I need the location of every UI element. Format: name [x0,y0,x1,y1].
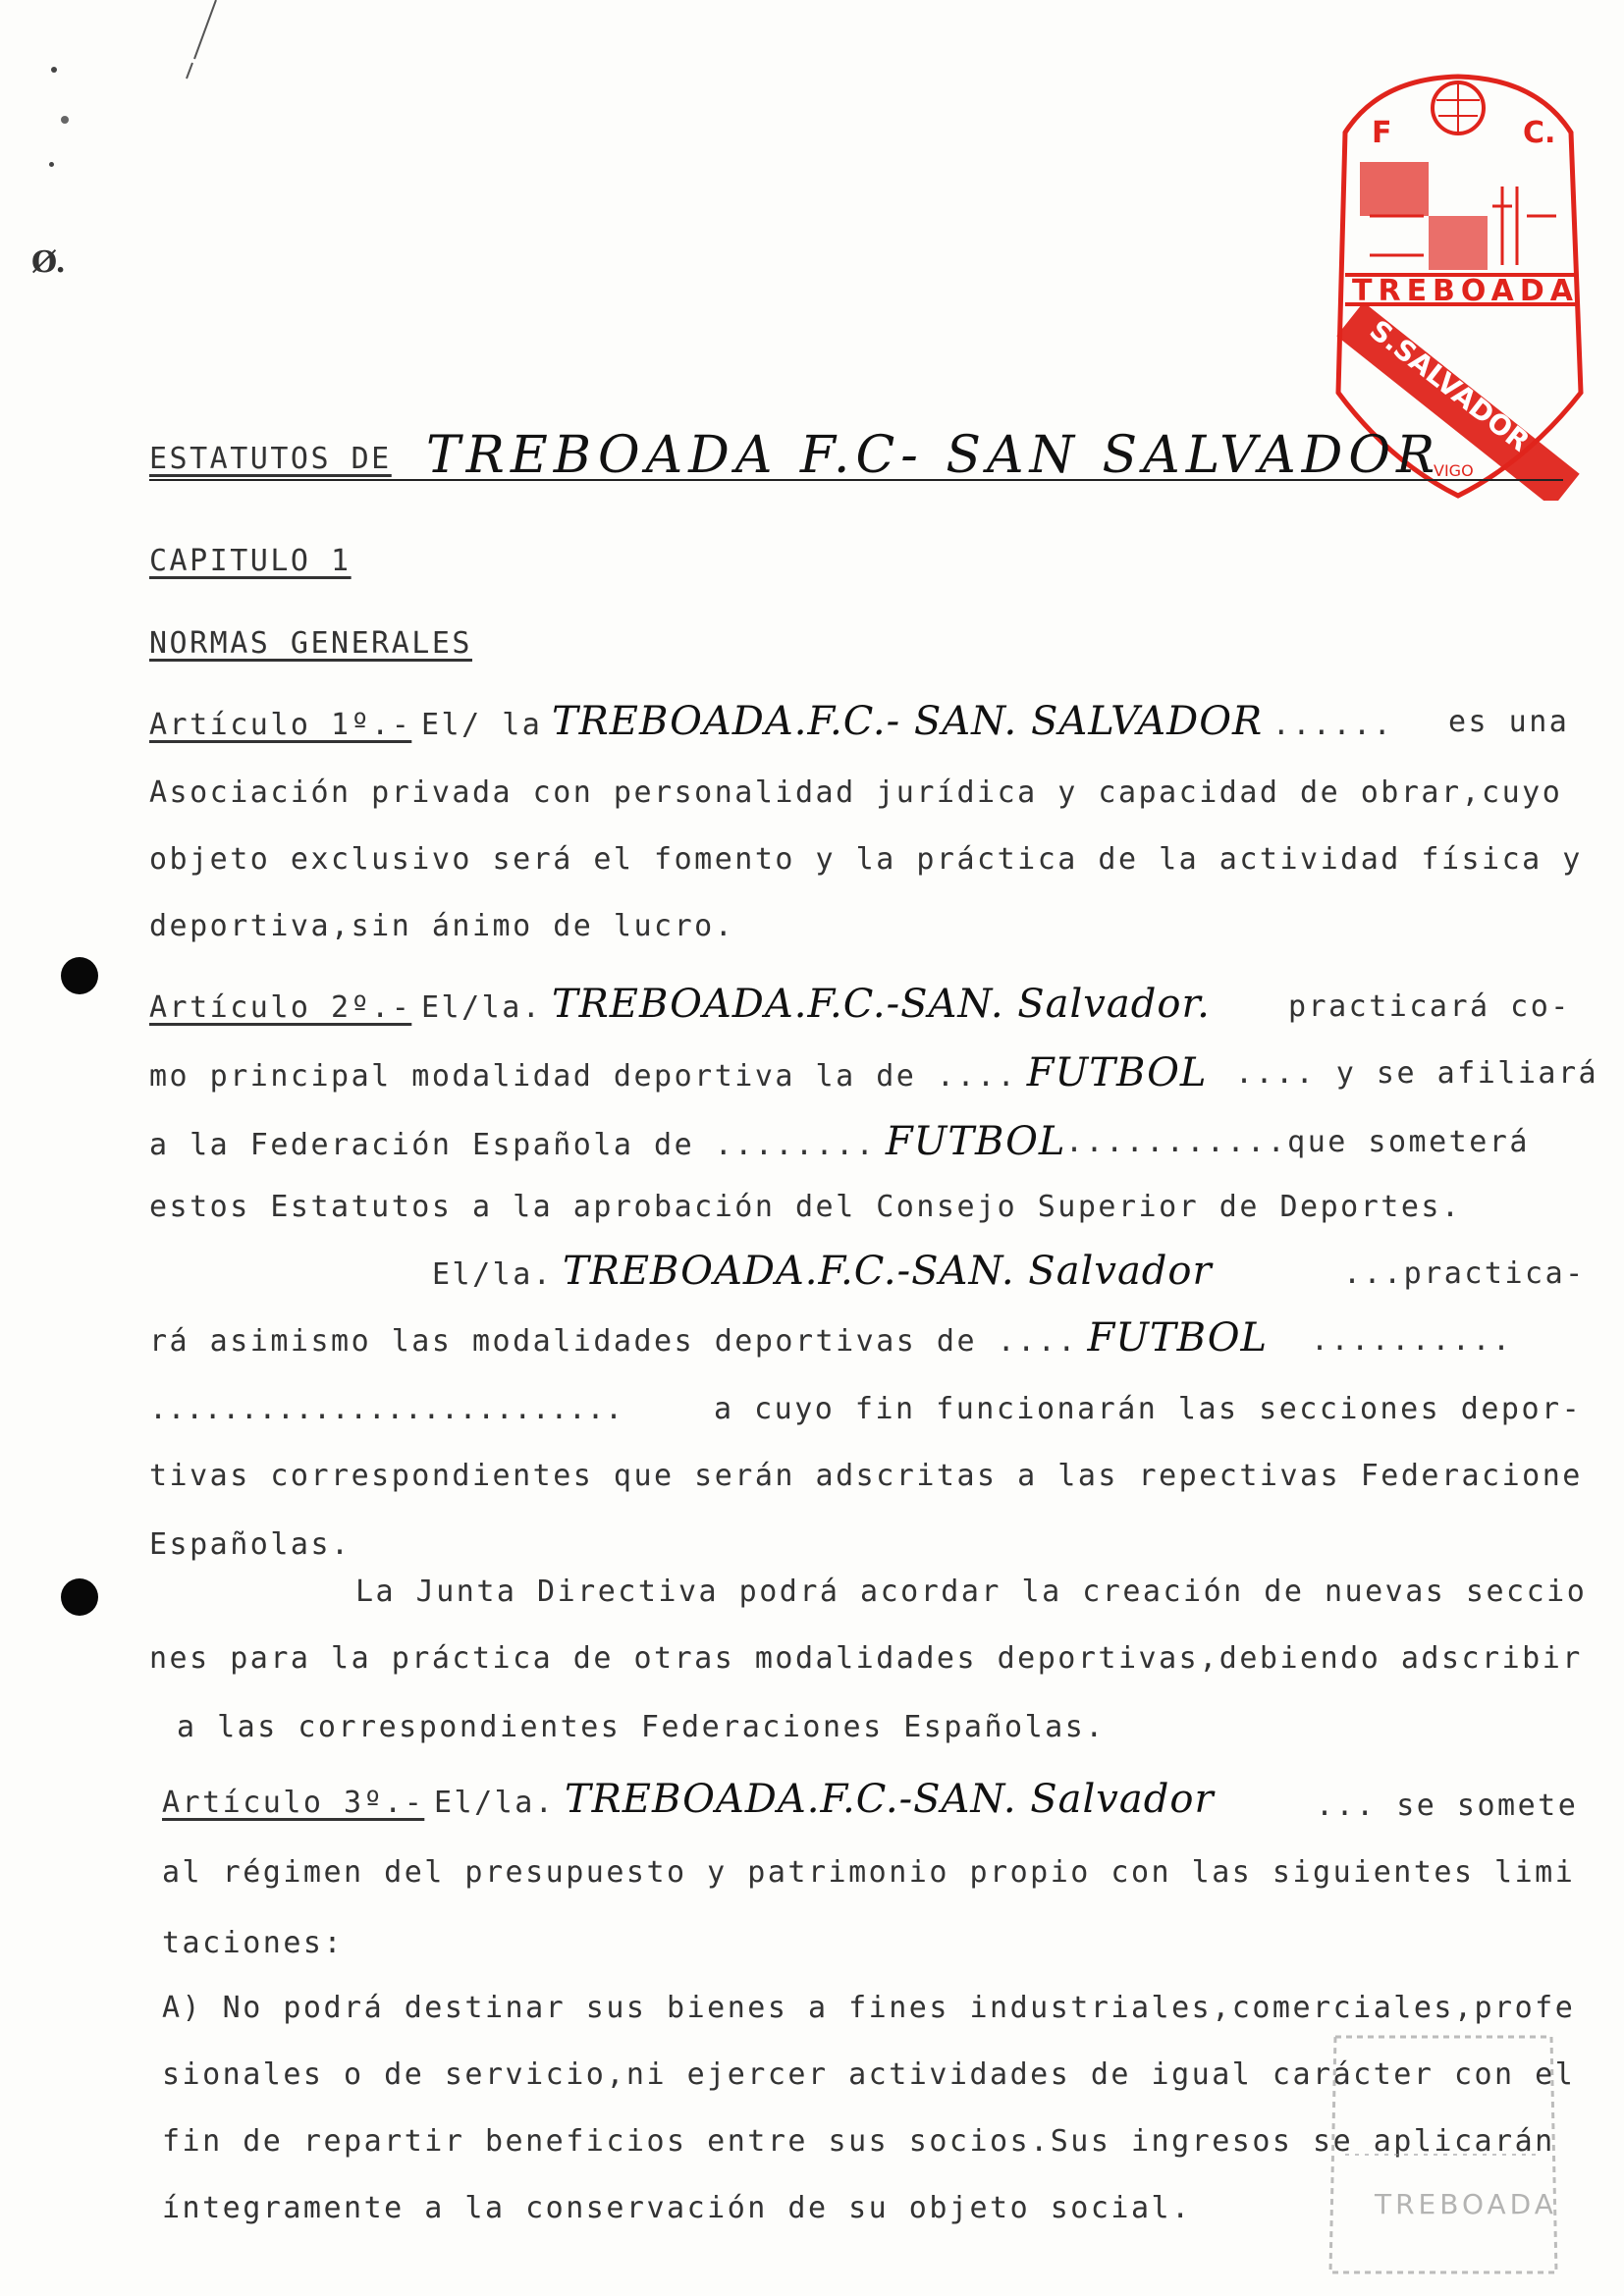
art3-tail: ... se somete [1316,1789,1579,1823]
art3-line-1 [162,1777,1215,1822]
art2-sport-3: FUTBOL [1087,1315,1269,1361]
art3-club: TREBOADA.F.C.-SAN. Salvador [564,1777,1215,1822]
art2-sport-2: FUTBOL [885,1119,1066,1164]
art2-lead: El/la. [420,990,543,1025]
art2-line-6 [149,1315,1268,1361]
art3-lead: El/la. [433,1786,556,1820]
art2-p3-line-3: a las correspondientes Federaciones Españolas. [177,1710,1106,1744]
art2-line-3a: a la Federación Española de ........ [149,1128,877,1162]
art2-line-3b: ...........que someterá [1065,1125,1530,1159]
art2-line-7a: .......................... [149,1392,623,1426]
art2-sport-1: FUTBOL [1026,1050,1208,1095]
art2-label: Artículo 2º.- [149,990,412,1025]
margin-dot [49,162,54,167]
art2-p2-tail: ...practica- [1343,1256,1586,1291]
art2-line-2b: .... y se afiliará [1235,1056,1599,1091]
art2-line-1 [149,982,1211,1027]
art3-line-2: al régimen del presupuesto y patrimonio propio con las siguientes limi [162,1855,1576,1890]
art1-line-2: Asociación privada con personalidad jurídica y capacidad de obrar,cuyo [149,775,1563,810]
art2-line-9: Españolas. [149,1527,352,1562]
art3-a-line-2: sionales o de servicio,ni ejercer actividades de igual carácter con el [162,2057,1576,2092]
art2-p3-line-1: La Junta Directiva podrá acordar la creación de nuevas seccio [355,1575,1588,1609]
document-title [149,426,1563,485]
margin-dot [61,116,69,124]
art2-line-8: tivas correspondientes que serán adscritas a las repectivas Federacione [149,1459,1583,1493]
chapter-subtitle: NORMAS GENERALES [149,626,472,661]
art2-line-6b: .......... [1311,1323,1513,1358]
art3-a-line-3: fin de repartir beneficios entre sus socios.Sus ingresos se aplicarán [162,2124,1555,2159]
margin-scribble [167,0,226,88]
crest-fc-left: F [1372,116,1392,150]
art1-label: Artículo 1º.- [149,708,412,742]
art2-line-6a: rá asimismo las modalidades deportivas de .... [149,1324,1078,1359]
art1-club: TREBOADA.F.C.- SAN. SALVADOR [551,699,1264,744]
art2-line-2a: mo principal modalidad deportiva la de .... [149,1059,1018,1094]
art2-p3-line-2: nes para la práctica de otras modalidades deportivas,debiendo adscribir [149,1641,1583,1676]
art2-line-5 [432,1249,1213,1294]
punch-hole-bottom [61,1578,98,1616]
art1-tail: es una [1448,705,1570,739]
art2-line-3 [149,1119,1066,1164]
faint-club-stamp [1316,2017,1571,2292]
art2-line-7b: a cuyo fin funcionarán las secciones depor- [714,1392,1583,1426]
art2-tail: practicará co- [1288,989,1571,1024]
crest-city: VIGO [1434,461,1474,480]
margin-dot [51,67,57,73]
art1-dots: ...... [1272,708,1394,742]
crest-club-name: TREBOADA [1352,274,1579,308]
art3-a-line-4: íntegramente a la conservación de su objeto social. [162,2191,1192,2225]
crest-sash-text: S.SALVADOR [1363,313,1536,458]
art2-p2-club: TREBOADA.F.C.-SAN. Salvador [563,1249,1213,1294]
title-club-name: TREBOADA F.C- SAN SALVADOR [426,426,1441,485]
chapter-label: CAPITULO 1 [149,544,352,578]
art2-club: TREBOADA.F.C.-SAN. Salvador. [551,982,1211,1027]
art1-line-4: deportiva,sin ánimo de lucro. [149,909,735,943]
art3-a-line-1: A) No podrá destinar sus bienes a fines industriales,comerciales,profe [162,1991,1576,2025]
punch-hole-top [61,957,98,994]
art2-p2-lead: El/la. [432,1257,554,1292]
art1-line-1 [149,699,1393,744]
margin-handwritten-mark: Ø. [31,245,66,280]
art1-lead: El/ la [420,708,543,742]
art1-line-3: objeto exclusivo será el fomento y la práctica de la actividad física y [149,842,1583,877]
faint-stamp-text: TREBOADA [1375,2188,1557,2220]
art2-line-2 [149,1050,1207,1095]
art2-line-4: estos Estatutos a la aprobación del Consejo Superior de Deportes. [149,1190,1462,1224]
title-prefix: ESTATUTOS DE [149,442,392,476]
art3-line-3: taciones: [162,1926,345,1960]
crest-fc-right: C. [1523,116,1556,150]
art3-label: Artículo 3º.- [162,1786,425,1820]
